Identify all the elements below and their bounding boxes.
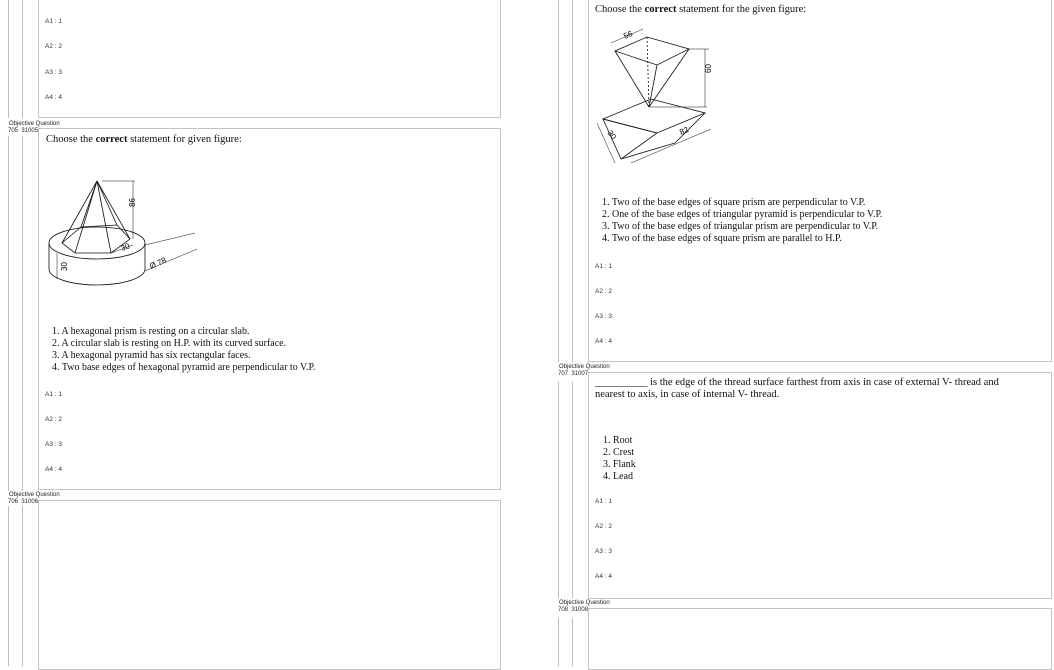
answer-label: A4 : 4 (45, 94, 62, 101)
answer-label: A1 : 1 (45, 18, 62, 25)
grid-line (8, 136, 9, 491)
question-text: Choose the correct statement for the given figure: (595, 4, 807, 15)
left-column (0, 0, 503, 666)
option-item: 2. A circular slab is resting on H.P. with its curved surface. (52, 338, 287, 349)
grid-line (558, 618, 559, 666)
answer-label: A1 : 1 (45, 391, 62, 398)
option-item: 4. Two base edges of hexagonal pyramid are perpendicular to V.P. (52, 362, 316, 373)
question-type-label: Objective Question (9, 492, 60, 498)
question-box-707 (588, 372, 1052, 599)
question-text: __________ is the edge of the thread surface farthest from axis in case of external V- thread and nearest to axis, in case of internal V- thread. (595, 377, 999, 400)
answer-label: A4 : 4 (595, 573, 612, 580)
dimension-label: 60 (704, 64, 713, 73)
answer-label: A3 : 3 (45, 441, 62, 448)
option-item: 2. Crest (603, 447, 635, 458)
question-number: 707 31007 (558, 371, 589, 377)
options-list (602, 197, 1042, 245)
dimension-label: 82 (678, 124, 690, 137)
grid-line (572, 618, 573, 666)
hexagonal-pyramid-on-slab-figure (45, 173, 205, 293)
answer-label: A3 : 3 (595, 313, 612, 320)
dimension-label: 30 (605, 128, 618, 142)
options-list (52, 326, 492, 374)
grid-line (572, 382, 573, 598)
option-item: 4. Two of the base edges of square prism are parallel to H.P. (602, 233, 842, 244)
grid-line (22, 506, 23, 666)
answer-label: A2 : 2 (595, 288, 612, 295)
answer-label: A4 : 4 (595, 338, 612, 345)
option-item: 3. A hexagonal pyramid has six rectangular faces. (52, 350, 251, 361)
previous-question-box (38, 0, 501, 118)
option-item: 3. Flank (603, 459, 636, 470)
grid-line (8, 506, 9, 666)
answer-label: A1 : 1 (595, 498, 612, 505)
question-type-label: Objective Question (559, 364, 610, 370)
answer-label: A2 : 2 (595, 523, 612, 530)
square-pyramid-and-triangular-prism-figure (595, 23, 725, 168)
answer-label: A3 : 3 (45, 69, 62, 76)
question-type-label: Objective Question (559, 600, 610, 606)
answer-label: A1 : 1 (595, 263, 612, 270)
grid-line (558, 0, 559, 362)
options-list (603, 435, 803, 483)
dimension-label: 86 (128, 198, 137, 207)
answer-label: A2 : 2 (45, 43, 62, 50)
dimension-label: 56 (622, 28, 634, 41)
grid-line (572, 0, 573, 362)
option-item: 1. Two of the base edges of square prism are perpendicular to V.P. (602, 197, 866, 208)
dimension-label: Ø 78 (148, 255, 168, 271)
grid-line (22, 136, 23, 491)
question-box-708 (588, 608, 1052, 670)
question-text: Choose the correct statement for given figure: (46, 134, 242, 145)
question-type-label: Objective Question (9, 121, 60, 127)
option-item: 4. Lead (603, 471, 633, 482)
question-box-706 (38, 500, 501, 670)
grid-line (8, 0, 9, 118)
question-box-top (588, 0, 1052, 362)
grid-line (558, 382, 559, 598)
question-number: 708 31008 (558, 607, 589, 613)
question-box-705 (38, 128, 501, 490)
question-number: 706 31006 (8, 499, 39, 505)
right-column (556, 0, 1054, 666)
dimension-label: 30 (119, 241, 132, 253)
answer-label: A2 : 2 (45, 416, 62, 423)
option-item: 2. One of the base edges of triangular pyramid is perpendicular to V.P. (602, 209, 883, 220)
option-item: 1. Root (603, 435, 633, 446)
question-number: 705 31005 (8, 128, 39, 134)
answer-label: A4 : 4 (45, 466, 62, 473)
option-item: 3. Two of the base edges of triangular prism are perpendicular to V.P. (602, 221, 879, 232)
dimension-label: 30 (60, 262, 69, 271)
option-item: 1. A hexagonal prism is resting on a circular slab. (52, 326, 250, 337)
answer-label: A3 : 3 (595, 548, 612, 555)
grid-line (22, 0, 23, 118)
